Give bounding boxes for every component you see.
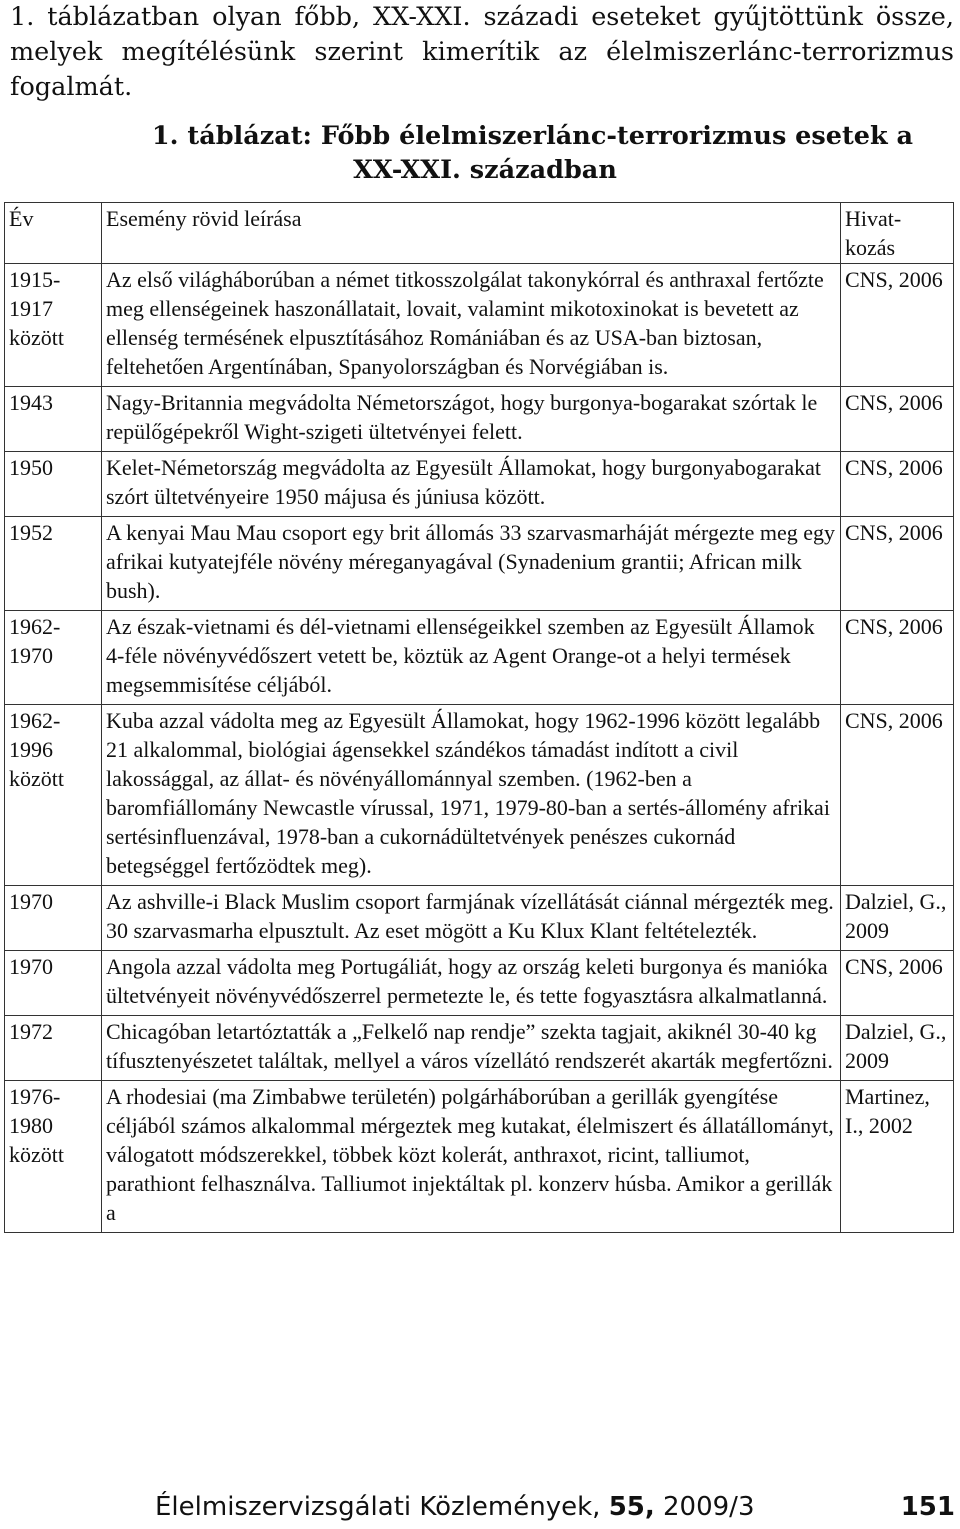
row-reference: CNS, 2006 <box>841 951 954 1016</box>
header-reference: Hivat-kozás <box>841 203 954 264</box>
row-reference: Dalziel, G., 2009 <box>841 1016 954 1081</box>
table-row <box>5 951 954 1016</box>
journal-issue: 2009/3 <box>663 1492 755 1522</box>
row-year: 1972 <box>5 1016 102 1081</box>
table-row <box>5 387 954 452</box>
row-year: 1970 <box>5 886 102 951</box>
events-table <box>4 202 954 1233</box>
row-year: 1976-1980 között <box>5 1081 102 1233</box>
row-description: Kelet-Németország megvádolta az Egyesült Államokat, hogy burgonyabogarakat szórt ültetvényeire 1950 májusa és júniusa között. <box>102 452 841 517</box>
row-reference: Dalziel, G., 2009 <box>841 886 954 951</box>
row-description: Kuba azzal vádolta meg az Egyesült Államokat, hogy 1962-1996 között legalább 21 alkalommal, biológiai ágensekkel szándékos támadást indított a civil lakossággal, az állat- és növényállománnyal szemben. (1962-ben a baromfiállomány Newcastle vírussal, 1971, 1979-80-ban a sertés-állomény afrikai sertésinfluenzával, 1978-ban a cukornádültetvények penészes cukornád betegséggel fertőzödtek meg). <box>102 705 841 886</box>
journal-volume: 55, <box>608 1492 655 1522</box>
row-year: 1970 <box>5 951 102 1016</box>
row-reference: CNS, 2006 <box>841 611 954 705</box>
row-year: 1915-1917 között <box>5 264 102 387</box>
row-reference: CNS, 2006 <box>841 705 954 886</box>
row-description: Chicagóban letartóztatták a „Felkelő nap rendje” szekta tagjait, akiknél 30-40 kg tífusztenyészetet találtak, mellyel a város vízellátó rendszerét akarták megfertőzni. <box>102 1016 841 1081</box>
row-year: 1943 <box>5 387 102 452</box>
page-number: 151 <box>900 1492 955 1522</box>
row-year: 1962-1970 <box>5 611 102 705</box>
table-header-row <box>5 203 954 264</box>
table-row <box>5 1016 954 1081</box>
row-description: Nagy-Britannia megvádolta Németországot, hogy burgonya-bogarakat szórtak le repülőgépekről Wight-szigeti ültetvényei felett. <box>102 387 841 452</box>
table-row <box>5 452 954 517</box>
caption-line-1: 1. táblázat: Főbb élelmiszerlánc-terrorizmus esetek a <box>151 121 914 151</box>
table-row <box>5 1081 954 1233</box>
row-year: 1952 <box>5 517 102 611</box>
row-description: Az ashville-i Black Muslim csoport farmjának vízellátását ciánnal mérgezték meg. 30 szarvasmarha elpusztult. Az eset mögött a Ku Klux Klant feltételezték. <box>102 886 841 951</box>
row-description: Angola azzal vádolta meg Portugáliát, hogy az ország keleti burgonya és manióka ültetvényeit növényvédőszerrel permetezte le, és tette fogyasztásra alkalmatlanná. <box>102 951 841 1016</box>
row-reference: CNS, 2006 <box>841 452 954 517</box>
table-row <box>5 886 954 951</box>
row-year: 1950 <box>5 452 102 517</box>
header-year: Év <box>5 203 102 264</box>
row-description: Az észak-vietnami és dél-vietnami ellenségeikkel szemben az Egyesült Államok 4-féle növényvédőszert vetett be, köztük az Agent Orange-ot a helyi termések megsemmisítése céljából. <box>102 611 841 705</box>
table-caption <box>0 119 960 187</box>
row-description: A kenyai Mau Mau csoport egy brit állomás 33 szarvasmarháját mérgezte meg egy afrikai kutyatejféle növény méreganyagával (Synadenium grantii; African milk bush). <box>102 517 841 611</box>
row-reference: CNS, 2006 <box>841 387 954 452</box>
header-description: Esemény rövid leírása <box>102 203 841 264</box>
page-footer <box>155 1490 955 1524</box>
row-description: Az első világháborúban a német titkosszolgálat takonykórral és anthraxal fertőzte meg ellenségeinek haszonállatait, lovait, valamint mikotoxinokat is bevetett az ellenség termésének elpusztításához Romániában és az USA-ban biztosan, feltehetően Argentínában, Spanyolországban és Norvégiában is. <box>102 264 841 387</box>
table-row <box>5 517 954 611</box>
row-description: A rhodesiai (ma Zimbabwe területén) polgárháborúban a gerillák gyengítése céljából számos alkalommal mérgeztek meg kutakat, élelmiszert és állatállományt, válogatott módszerekkel, többek közt kolerát, anthraxot, ricint, talliumot, parathiont felhasználva. Talliumot injektáltak pl. konzerv húsba. Amikor a gerillák a <box>102 1081 841 1233</box>
row-reference: Martinez, I., 2002 <box>841 1081 954 1233</box>
caption-line-2: XX-XXI. században <box>353 155 617 185</box>
row-reference: CNS, 2006 <box>841 264 954 387</box>
table-row <box>5 264 954 387</box>
row-reference: CNS, 2006 <box>841 517 954 611</box>
intro-paragraph: 1. táblázatban olyan főbb, XX-XXI. századi eseteket gyűjtöttünk össze, melyek megítélésünk szerint kimerítik az élelmiszerlánc-terrorizmus fogalmát. <box>10 2 954 102</box>
journal-title: Élelmiszervizsgálati Közlemények, <box>155 1492 601 1522</box>
row-year: 1962-1996 között <box>5 705 102 886</box>
table-row <box>5 611 954 705</box>
table-row <box>5 705 954 886</box>
